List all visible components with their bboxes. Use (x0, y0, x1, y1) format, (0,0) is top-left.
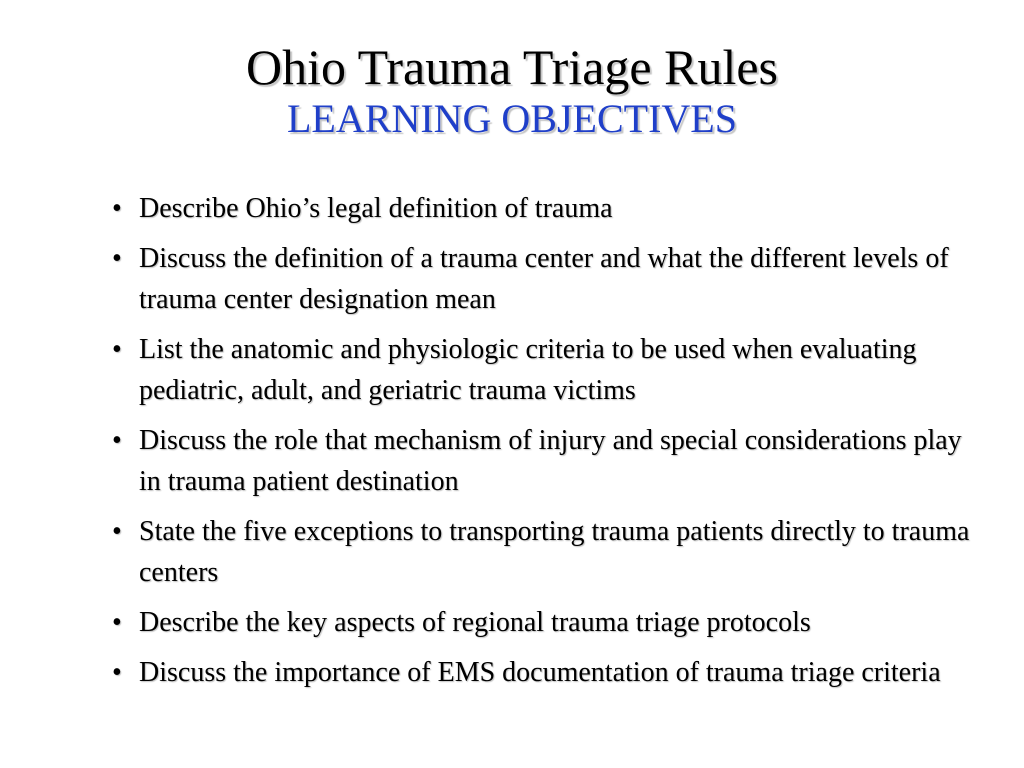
objective-item (108, 511, 988, 593)
slide-title: Ohio Trauma Triage Rules (245, 39, 778, 95)
bullet-icon: • (112, 657, 122, 688)
objective-text: List the anatomic and physiologic criteria to be used when evaluating pediatric, adult, and geriatric trauma victims (139, 334, 917, 406)
bullet-icon: • (112, 607, 122, 638)
objective-text: Describe the key aspects of regional trauma triage protocols (139, 607, 811, 638)
objective-item (108, 602, 988, 643)
bullet-icon: • (112, 193, 122, 224)
objectives-list (108, 188, 988, 702)
bullet-icon: • (112, 516, 122, 547)
objective-text: Discuss the importance of EMS documentation of trauma triage criteria (139, 657, 941, 688)
title-block (0, 38, 1024, 142)
objective-item (108, 188, 988, 229)
objective-text: Describe Ohio’s legal definition of trauma (139, 193, 613, 224)
bullet-icon: • (112, 425, 122, 456)
objective-item (108, 238, 988, 320)
objective-text: Discuss the role that mechanism of injury and special considerations play in trauma patient destination (139, 425, 962, 497)
objective-item (108, 652, 988, 693)
slide-subtitle: LEARNING OBJECTIVES (287, 96, 737, 141)
objective-text: State the five exceptions to transporting trauma patients directly to trauma centers (139, 516, 970, 588)
objective-item (108, 329, 988, 411)
bullet-icon: • (112, 243, 122, 274)
bullet-icon: • (112, 334, 122, 365)
objective-text: Discuss the definition of a trauma center and what the different levels of trauma center designation mean (139, 243, 949, 315)
objective-item (108, 420, 988, 502)
